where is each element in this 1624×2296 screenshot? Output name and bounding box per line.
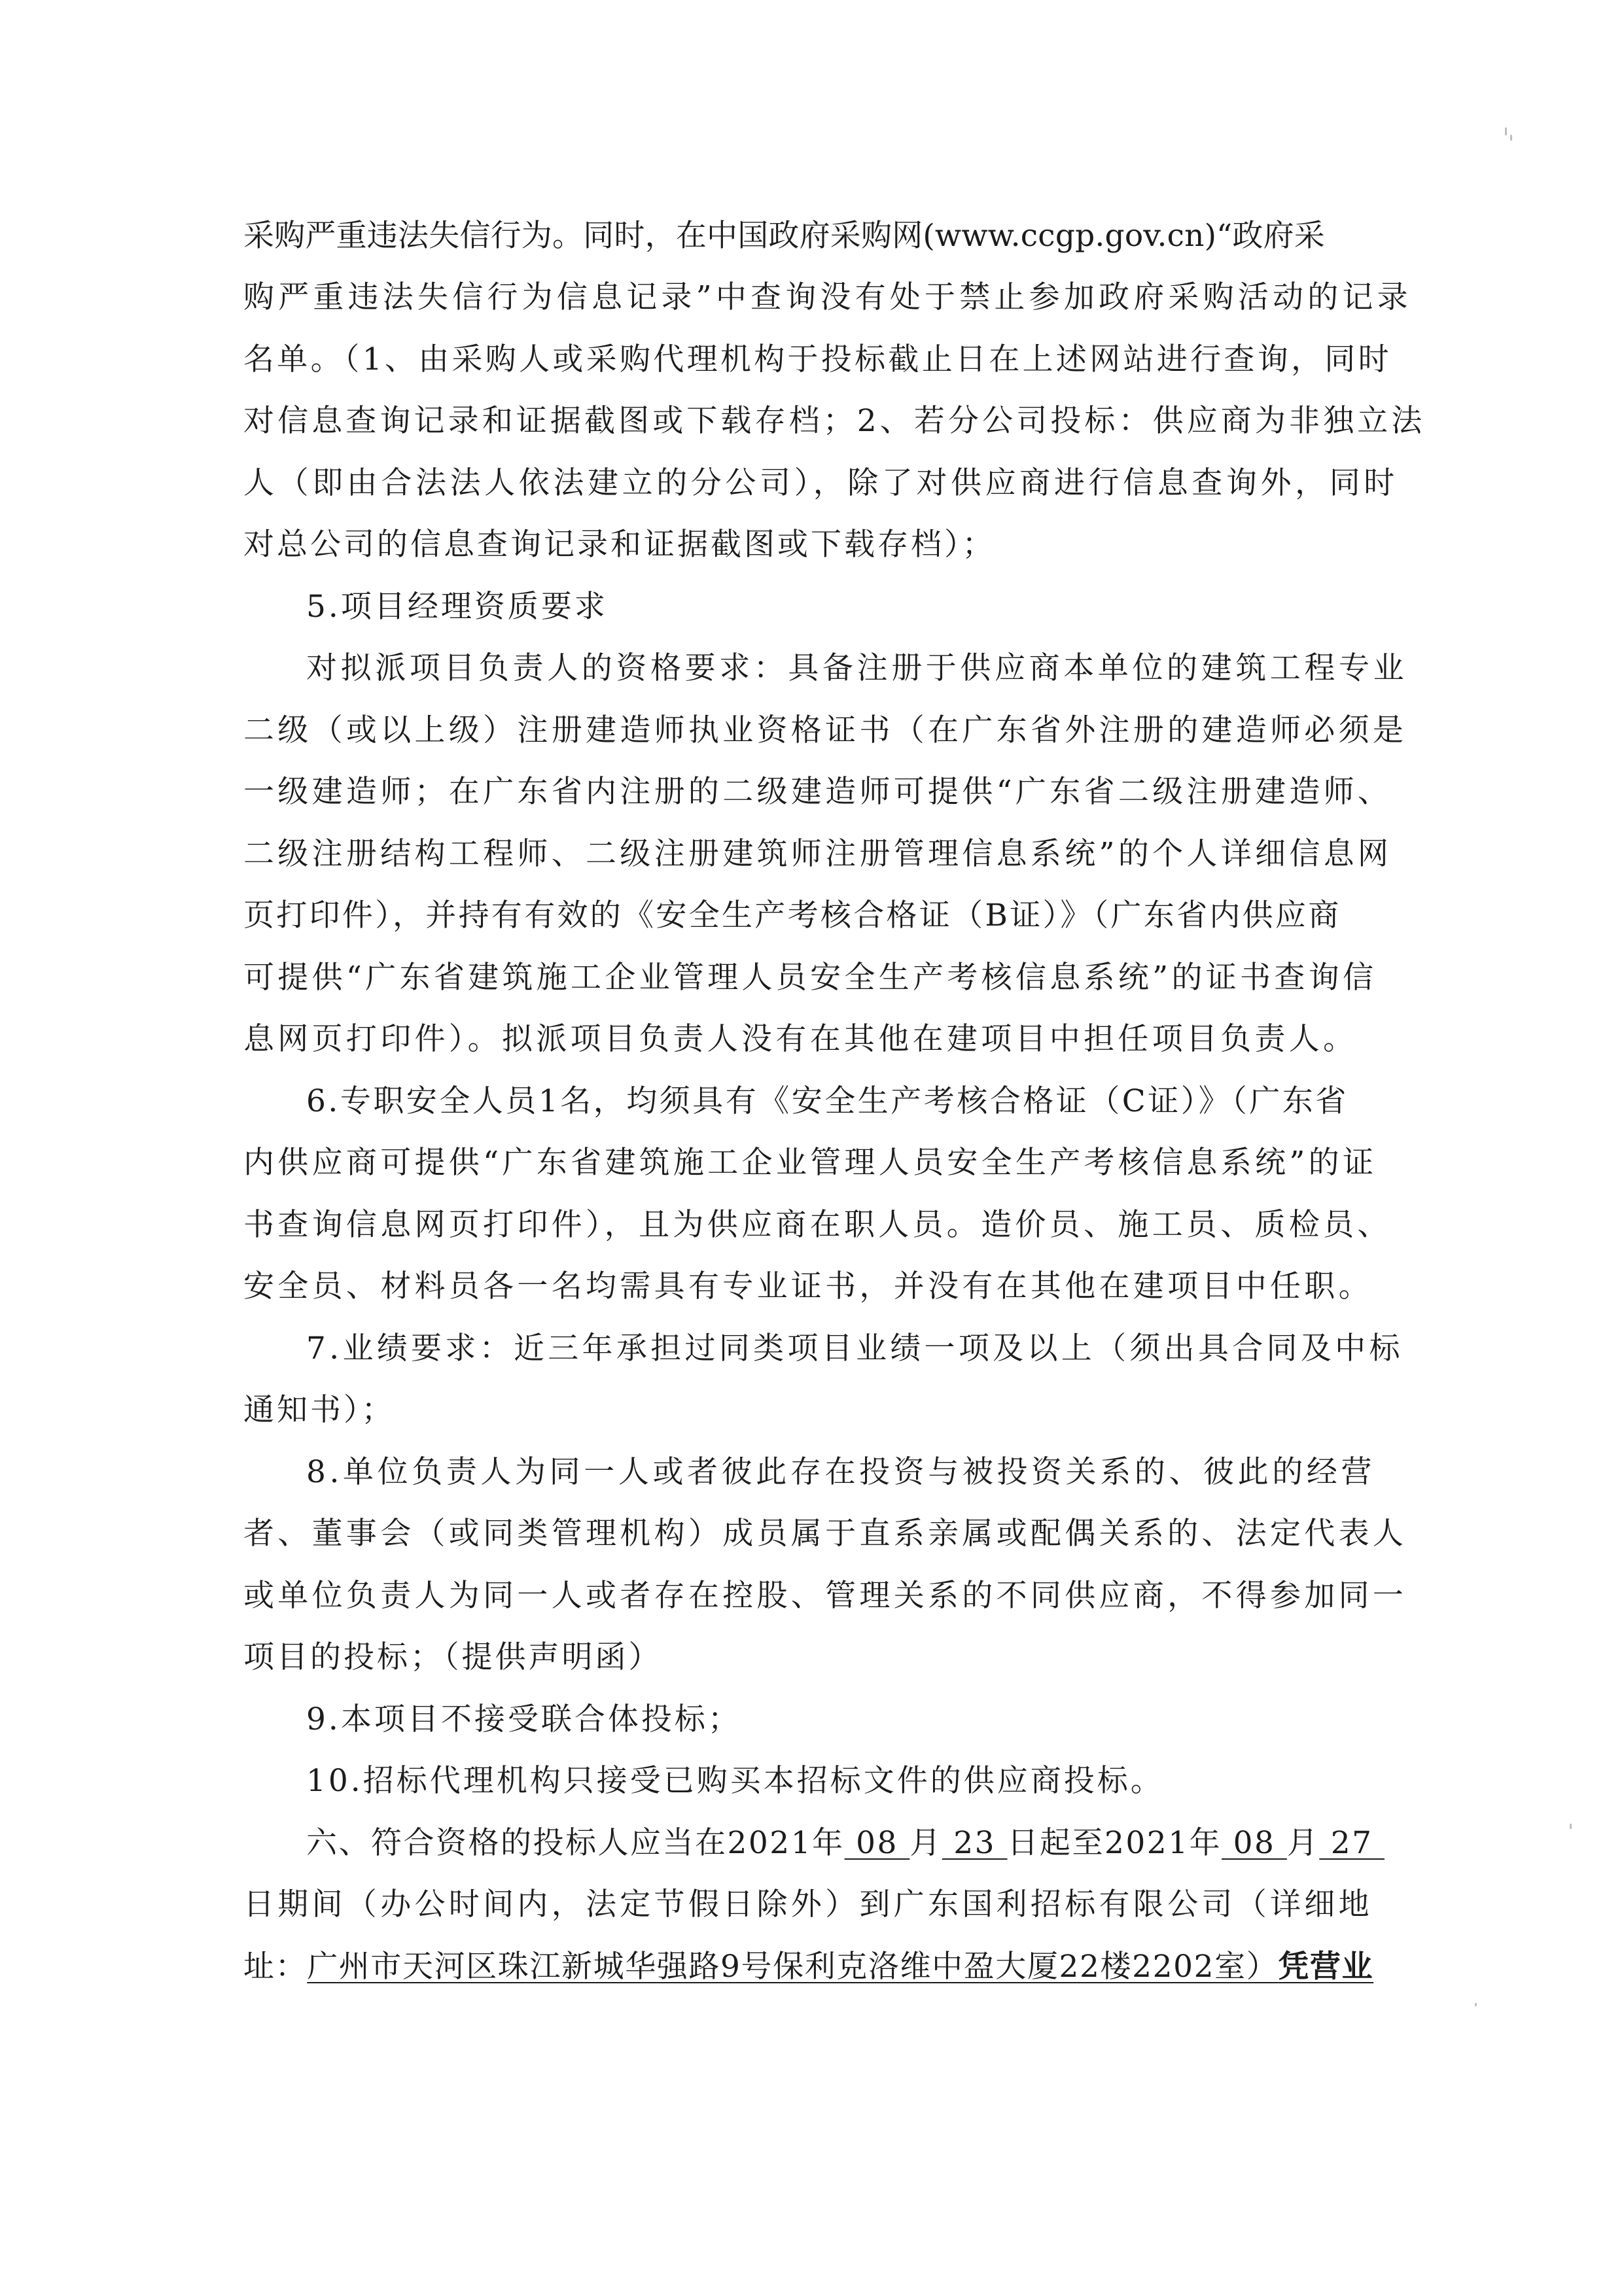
scan-speck bbox=[1475, 2003, 1477, 2006]
text-line: 二级（或以上级）注册建造师执业资格证书（在广东省外注册的建造师必须是 bbox=[243, 712, 1407, 748]
start-day: 23 bbox=[942, 1825, 1008, 1861]
section-heading: 7.业绩要求：近三年承担过同类项目业绩一项及以上（须出具合同及中标 bbox=[306, 1331, 1403, 1366]
text-line: 者、董事会（或同类管理机构）成员属于直系亲属或配偶关系的、法定代表人 bbox=[243, 1516, 1407, 1552]
section-heading: 5.项目经理资质要求 bbox=[306, 589, 608, 625]
text-line: 项目的投标；（提供声明函） bbox=[243, 1639, 662, 1675]
scan-speck bbox=[1510, 135, 1512, 141]
section-heading: 6.专职安全人员1名，均须具有《安全生产考核合格证（C证）》（广东省 bbox=[306, 1083, 1349, 1119]
text-line: 采购严重违法失信行为。同时，在中国政府采购网(www.ccgp.gov.cn)“政府采 bbox=[243, 218, 1326, 254]
registration-period-line: 六、符合资格的投标人应当在2021年 08 月 23 日起至2021年 08 月 27 bbox=[0, 1824, 1624, 1863]
text-line: 购严重违法失信行为信息记录”中查询没有处于禁止参加政府采购活动的记录 bbox=[243, 279, 1412, 315]
text-line: 人（即由合法法人依法建立的分公司），除了对供应商进行信息查询外，同时 bbox=[243, 465, 1398, 501]
text-line: 或单位负责人为同一人或者存在控股、管理关系的不同供应商，不得参加同一 bbox=[243, 1578, 1407, 1614]
text-line: 内供应商可提供“广东省建筑施工企业管理人员安全生产考核信息系统”的证 bbox=[243, 1145, 1377, 1181]
bold-text: 凭营业 bbox=[1278, 1949, 1374, 1985]
section-heading: 8.单位负责人为同一人或者彼此存在投资与被投资关系的、彼此的经营 bbox=[306, 1454, 1376, 1490]
end-month: 08 bbox=[1222, 1825, 1287, 1861]
agency-address: 广州市天河区珠江新城华强路9号保利克洛维中盈大厦22楼2202室） bbox=[307, 1949, 1279, 1985]
text-line: 通知书）； bbox=[243, 1392, 395, 1428]
text-line: 一级建造师；在广东省内注册的二级建造师可提供“广东省二级注册建造师、 bbox=[243, 774, 1392, 810]
address-line: 址：广州市天河区珠江新城华强路9号保利克洛维中盈大厦22楼2202室）凭营业 bbox=[243, 1949, 1374, 1985]
text-line: 页打印件），并持有有效的《安全生产考核合格证（B证）》（广东省内供应商 bbox=[243, 897, 1341, 933]
text-line: 对总公司的信息查询记录和证据截图或下载存档）； bbox=[243, 527, 996, 563]
scan-speck bbox=[1570, 1824, 1572, 1829]
text-line: 安全员、材料员各一名均需具有专业证书，并没有在其他在建项目中任职。 bbox=[243, 1268, 1373, 1304]
section-heading: 10.招标代理机构只接受已购买本招标文件的供应商投标。 bbox=[306, 1763, 1164, 1799]
section-heading: 9.本项目不接受联合体投标； bbox=[306, 1701, 741, 1737]
end-day: 27 bbox=[1319, 1825, 1385, 1861]
text-line: 书查询信息网页打印件），且为供应商在职人员。造价员、施工员、质检员、 bbox=[243, 1207, 1392, 1243]
text-line: 日期间（办公时间内，法定节假日除外）到广东国利招标有限公司（详细地 bbox=[243, 1887, 1373, 1922]
text-line: 对拟派项目负责人的资格要求：具备注册于供应商本单位的建筑工程专业 bbox=[306, 650, 1408, 686]
start-month: 08 bbox=[844, 1825, 910, 1861]
text-line: 可提供“广东省建筑施工企业管理人员安全生产考核信息系统”的证书查询信 bbox=[243, 960, 1377, 996]
text-line: 名单。（1、由采购人或采购代理机构于投标截止日在上述网站进行查询，同时 bbox=[243, 341, 1392, 377]
scan-speck bbox=[1505, 128, 1507, 135]
text-line: 对信息查询记录和证据截图或下载存档；2、若分公司投标：供应商为非独立法 bbox=[243, 403, 1426, 439]
text-line: 息网页打印件）。拟派项目负责人没有在其他在建项目中担任项目负责人。 bbox=[243, 1021, 1358, 1057]
text-line: 二级注册结构工程师、二级注册建筑师注册管理信息系统”的个人详细信息网 bbox=[243, 836, 1392, 872]
